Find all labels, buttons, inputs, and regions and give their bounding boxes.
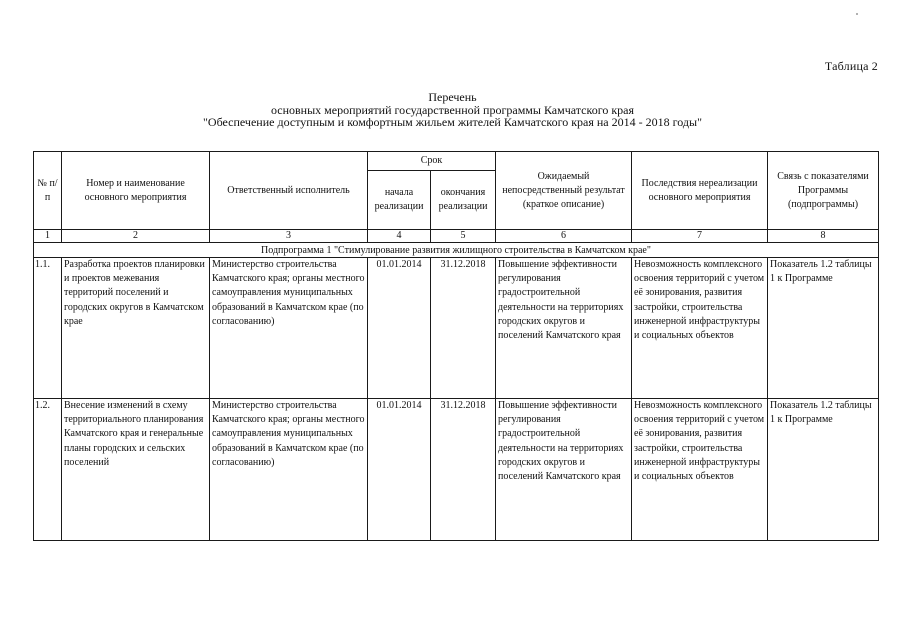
- row-end: 31.12.2018: [431, 258, 496, 399]
- column-number: 3: [210, 230, 368, 243]
- title-line-1: Перечень: [428, 90, 477, 104]
- activities-table: [33, 151, 879, 541]
- header-consequences: Последствия нереализации основного мероприятия: [632, 152, 768, 230]
- header-num: № п/п: [34, 152, 62, 230]
- column-number: 6: [496, 230, 632, 243]
- table-number: Таблица 2: [824, 59, 878, 73]
- subprogram-title: Подпрограмма 1 "Стимулирование развития жилищного строительства в Камчатском крае": [34, 243, 879, 258]
- column-number: 2: [62, 230, 210, 243]
- column-number-row: [34, 230, 879, 243]
- row-result: Повышение эффективности регулирования градостроительной деятельности на территориях городских округов и поселений Камчатского края: [496, 399, 632, 541]
- column-number: 5: [431, 230, 496, 243]
- row-start: 01.01.2014: [368, 258, 431, 399]
- header-result: Ожидаемый непосредственный результат (краткое описание): [496, 152, 632, 230]
- header-end: окончания реализации: [431, 171, 496, 230]
- subprogram-row: [34, 243, 879, 258]
- row-result: Повышение эффективности регулирования градостроительной деятельности на территориях городских округов и поселений Камчатского края: [496, 258, 632, 399]
- column-number: 7: [632, 230, 768, 243]
- table-row: [34, 399, 879, 541]
- row-end: 31.12.2018: [431, 399, 496, 541]
- document-title: [0, 91, 905, 129]
- title-line-3: "Обеспечение доступным и комфортным жильем жителей Камчатского края на 2014 - 2018 годы": [203, 115, 702, 129]
- row-executor: Министерство строительства Камчатского края; органы местного самоуправления муниципальных образований в Камчатском крае (по согласованию): [210, 399, 368, 541]
- row-consequences: Невозможность комплексного освоения территорий с учетом её зонирования, развития застройки, строительства инженерной инфраструктуры и социальных объектов: [632, 399, 768, 541]
- row-consequences: Невозможность комплексного освоения территорий с учетом её зонирования, развития застройки, строительства инженерной инфраструктуры и социальных объектов: [632, 258, 768, 399]
- column-number: 4: [368, 230, 431, 243]
- header-term: Срок: [368, 152, 496, 171]
- column-number: 8: [768, 230, 879, 243]
- row-num: 1.1.: [34, 258, 62, 399]
- header-row-1: [34, 152, 879, 171]
- title-line-2: основных мероприятий государственной программы Камчатского края: [270, 102, 635, 117]
- header-start: начала реализации: [368, 171, 431, 230]
- row-executor: Министерство строительства Камчатского края; органы местного самоуправления муниципальных образований в Камчатском крае (по согласованию): [210, 258, 368, 399]
- row-link: Показатель 1.2 таблицы 1 к Программе: [768, 258, 879, 399]
- row-start: 01.01.2014: [368, 399, 431, 541]
- row-num: 1.2.: [34, 399, 62, 541]
- column-number: 1: [34, 230, 62, 243]
- header-link: Связь с показателями Программы (подпрограммы): [768, 152, 879, 230]
- row-link: Показатель 1.2 таблицы 1 к Программе: [768, 399, 879, 541]
- table-row: [34, 258, 879, 399]
- header-executor: Ответственный исполнитель: [210, 152, 368, 230]
- row-name: Разработка проектов планировки и проектов межевания территорий поселений и городских округов в Камчатском крае: [62, 258, 210, 399]
- row-name: Внесение изменений в схему территориального планирования Камчатского края и генеральные планы городских и сельских поселений: [62, 399, 210, 541]
- header-name: Номер и наименование основного мероприятия: [62, 152, 210, 230]
- scan-speck: [856, 13, 858, 15]
